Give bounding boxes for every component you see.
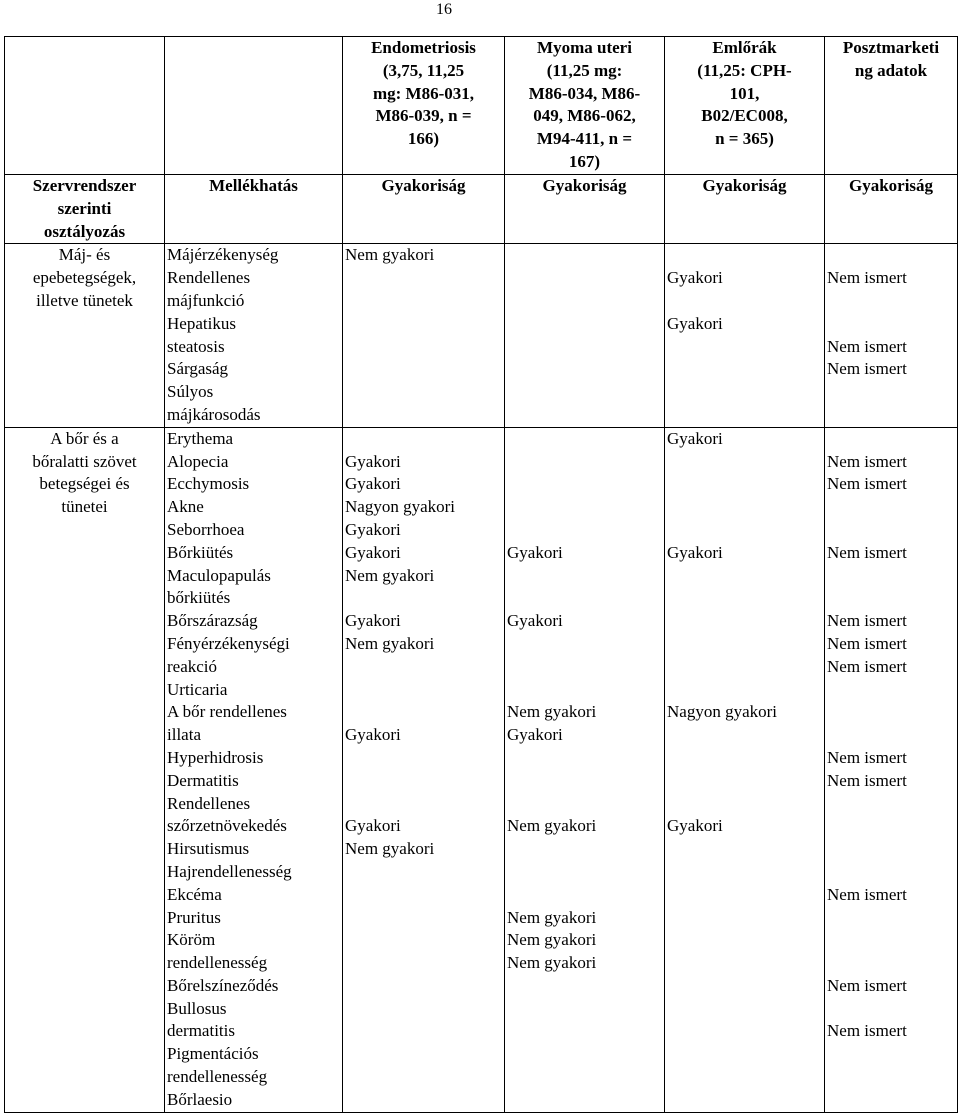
cell-line: n = 365): [715, 129, 774, 149]
cell-line: [667, 1066, 822, 1089]
cell-line: [345, 975, 502, 998]
cell-line: A bőr és a: [50, 428, 119, 448]
cell-line: Nem gyakori: [507, 702, 597, 722]
cell-line: [667, 633, 822, 656]
cell-line: Májérzékenység: [167, 245, 279, 265]
cell-line: [827, 907, 955, 930]
liver-disorders-row: [5, 244, 958, 427]
skin-myoma-freq: [505, 427, 665, 1112]
cell-line: [667, 496, 822, 519]
cell-line: [827, 679, 955, 702]
cell-line: [667, 656, 822, 679]
cell-line: Alopecia: [167, 451, 229, 471]
cell-line: [507, 747, 662, 770]
cell-line: Bőrkiütés: [167, 542, 234, 562]
cell-line: [827, 381, 955, 404]
cell-line: Nem ismert: [827, 975, 907, 995]
cell-line: [345, 929, 502, 952]
cell-line: [345, 998, 502, 1021]
skin-postmarketing-freq: [825, 427, 958, 1112]
cell-line: Gyakori: [507, 611, 563, 631]
cell-line: [667, 861, 822, 884]
cell-line: Dermatitis: [167, 770, 239, 790]
cell-line: [667, 358, 822, 381]
cell-line: bőralatti szövet: [32, 451, 137, 471]
cell-line: Fényérzékenységi: [167, 633, 290, 653]
cell-line: Nem ismert: [827, 1021, 907, 1041]
cell-line: epebetegségek,: [32, 268, 137, 288]
cell-line: [827, 1089, 955, 1112]
cell-line: Nem gyakori: [345, 839, 435, 859]
cell-line: [507, 679, 662, 702]
cell-line: [507, 358, 662, 381]
cell-line: [507, 1043, 662, 1066]
cell-line: [507, 519, 662, 542]
cell-line: Pigmentációs: [167, 1044, 259, 1064]
cell-line: Nem gyakori: [507, 953, 597, 973]
cell-line: Nem gyakori: [345, 245, 435, 265]
cell-line: [507, 313, 662, 336]
cell-line: [507, 1066, 662, 1089]
cell-line: [345, 428, 502, 451]
cell-line: Nem ismert: [827, 474, 907, 494]
cell-line: [667, 679, 822, 702]
cell-line: [827, 290, 955, 313]
cell-line: [667, 884, 822, 907]
cell-line: [345, 952, 502, 975]
cell-line: [667, 724, 822, 747]
cell-line: Gyakori: [667, 428, 723, 448]
cell-line: [507, 244, 662, 267]
cell-line: [827, 496, 955, 519]
cell-line: M86-034, M86-: [528, 83, 641, 103]
cell-line: Gyakori: [667, 268, 723, 288]
cell-line: Nem ismert: [827, 268, 907, 288]
cell-line: Bőrelszíneződés: [167, 975, 279, 995]
cell-line: osztályozás: [43, 221, 126, 241]
cell-line: [827, 815, 955, 838]
cell-line: [667, 1043, 822, 1066]
cell-line: Myoma uteri: [537, 38, 632, 57]
cell-line: Máj- és: [58, 245, 111, 265]
adverse-effects-table: [4, 36, 958, 1113]
liver-endometriosis-freq: [343, 244, 505, 427]
cell-line: betegségei és: [39, 474, 130, 494]
cell-line: Gyakori: [507, 725, 563, 745]
cell-line: szerinti: [57, 198, 112, 218]
cell-line: [827, 929, 955, 952]
cell-line: [507, 861, 662, 884]
cell-line: [667, 998, 822, 1021]
cell-line: Nem gyakori: [507, 816, 597, 836]
header-adverse-effect: Mellékhatás: [165, 175, 343, 244]
header-breast-cancer: [665, 37, 825, 175]
cell-line: Gyakori: [667, 542, 723, 562]
study-header-row: [5, 37, 958, 175]
cell-line: Erythema: [167, 428, 234, 448]
cell-line: [345, 1089, 502, 1112]
cell-line: szőrzetnövekedés: [167, 816, 287, 836]
cell-line: Endometriosis: [371, 38, 476, 57]
cell-line: [507, 884, 662, 907]
cell-line: [345, 861, 502, 884]
cell-line: bőrkiütés: [167, 588, 231, 608]
cell-line: Súlyos: [167, 382, 214, 402]
cell-line: [507, 1089, 662, 1112]
cell-line: [345, 290, 502, 313]
cell-line: Rendellenes: [167, 268, 251, 288]
cell-line: Posztmarketi: [842, 38, 940, 57]
cell-line: Bullosus: [167, 998, 227, 1018]
cell-line: [345, 747, 502, 770]
cell-line: [507, 267, 662, 290]
cell-line: B02/EC008,: [701, 106, 788, 126]
cell-line: Maculopapulás: [167, 565, 271, 585]
cell-line: [667, 793, 822, 816]
cell-line: [507, 404, 662, 427]
cell-line: Bőrlaesio: [167, 1089, 233, 1109]
cell-line: (3,75, 11,25: [382, 60, 465, 80]
cell-line: [345, 358, 502, 381]
cell-line: [827, 519, 955, 542]
cell-line: mg: M86-031,: [372, 83, 475, 103]
cell-line: illetve tünetek: [36, 290, 133, 310]
cell-line: illata: [167, 725, 201, 745]
cell-line: [827, 565, 955, 588]
cell-line: [667, 952, 822, 975]
cell-line: reakció: [167, 656, 218, 676]
cell-line: [827, 793, 955, 816]
header-postmarketing: [825, 37, 958, 175]
cell-line: [827, 1043, 955, 1066]
cell-line: [345, 656, 502, 679]
cell-line: Köröm: [167, 930, 216, 950]
cell-line: (11,25 mg:: [546, 60, 623, 80]
cell-line: [667, 290, 822, 313]
header-endometriosis: [343, 37, 505, 175]
cell-line: [345, 313, 502, 336]
header-frequency: Gyakoriság: [505, 175, 665, 244]
cell-line: Nem ismert: [827, 884, 907, 904]
cell-line: Szervrendszer: [32, 176, 137, 195]
cell-line: [667, 610, 822, 633]
cell-line: M86-039, n =: [375, 106, 472, 126]
cell-line: dermatitis: [167, 1021, 235, 1041]
cell-line: Hepatikus: [167, 313, 236, 333]
liver-myoma-freq: [505, 244, 665, 427]
cell-line: [827, 724, 955, 747]
cell-line: Gyakori: [667, 313, 723, 333]
cell-line: Bőrszárazság: [167, 611, 258, 631]
cell-line: [345, 770, 502, 793]
cell-line: Nem gyakori: [507, 907, 597, 927]
cell-line: [507, 838, 662, 861]
cell-line: [667, 1089, 822, 1112]
cell-line: [345, 701, 502, 724]
cell-line: [667, 565, 822, 588]
cell-line: [667, 381, 822, 404]
cell-line: Nagyon gyakori: [667, 702, 778, 722]
cell-line: M94-411, n =: [536, 129, 633, 149]
cell-line: 167): [568, 151, 601, 171]
header-frequency: Gyakoriság: [665, 175, 825, 244]
cell-line: [345, 336, 502, 359]
cell-line: [827, 404, 955, 427]
cell-line: Nem gyakori: [345, 565, 435, 585]
liver-postmarketing-freq: [825, 244, 958, 427]
cell-line: Nem ismert: [827, 770, 907, 790]
cell-line: Nem ismert: [827, 611, 907, 631]
cell-line: Rendellenes: [167, 793, 251, 813]
cell-line: Gyakori: [345, 725, 401, 745]
liver-breast-freq: [665, 244, 825, 427]
cell-line: Akne: [167, 497, 204, 517]
cell-line: [507, 451, 662, 474]
cell-line: [827, 1066, 955, 1089]
cell-line: [345, 884, 502, 907]
cell-line: [345, 793, 502, 816]
cell-line: tünetei: [61, 497, 108, 517]
cell-line: [667, 838, 822, 861]
cell-line: Gyakori: [667, 816, 723, 836]
cell-line: Gyakori: [345, 816, 401, 836]
cell-line: Urticaria: [167, 679, 228, 699]
cell-line: [345, 404, 502, 427]
cell-line: Ecchymosis: [167, 474, 250, 494]
skin-disorders-row: [5, 427, 958, 1112]
cell-line: Gyakori: [345, 611, 401, 631]
cell-line: [507, 428, 662, 451]
cell-line: [827, 952, 955, 975]
cell-line: [507, 565, 662, 588]
cell-line: [345, 381, 502, 404]
cell-line: [827, 701, 955, 724]
cell-line: [507, 633, 662, 656]
header-soc: [5, 175, 165, 244]
cell-line: rendellenesség: [167, 1067, 268, 1087]
cell-line: [667, 244, 822, 267]
soc-skin: [5, 427, 165, 1112]
cell-line: [667, 451, 822, 474]
cell-line: [507, 975, 662, 998]
cell-line: [507, 336, 662, 359]
cell-line: [667, 473, 822, 496]
cell-line: [507, 290, 662, 313]
cell-line: [667, 747, 822, 770]
cell-line: [667, 404, 822, 427]
cell-line: 101,: [729, 83, 760, 103]
cell-line: Nem gyakori: [345, 633, 435, 653]
cell-line: Ekcéma: [167, 884, 222, 904]
cell-line: [827, 838, 955, 861]
cell-line: [667, 929, 822, 952]
cell-line: [345, 907, 502, 930]
cell-line: [507, 381, 662, 404]
cell-line: 049, M86-062,: [533, 106, 636, 126]
cell-line: [507, 998, 662, 1021]
cell-line: Nem ismert: [827, 336, 907, 356]
soc-liver: [5, 244, 165, 427]
cell-line: Gyakori: [345, 542, 401, 562]
header-myoma: [505, 37, 665, 175]
cell-line: Gyakori: [345, 451, 401, 471]
cell-line: [345, 1043, 502, 1066]
cell-line: [507, 793, 662, 816]
cell-line: Gyakori: [507, 542, 563, 562]
cell-line: [827, 998, 955, 1021]
cell-line: [667, 770, 822, 793]
cell-line: [507, 656, 662, 679]
cell-line: [507, 473, 662, 496]
page-number: 16: [436, 1, 452, 18]
cell-line: Pruritus: [167, 907, 221, 927]
cell-line: [507, 587, 662, 610]
cell-line: rendellenesség: [167, 953, 268, 973]
cell-line: [507, 1020, 662, 1043]
cell-line: Hirsutismus: [167, 839, 250, 859]
cell-line: [345, 267, 502, 290]
cell-line: [667, 1020, 822, 1043]
cell-line: Nem gyakori: [507, 930, 597, 950]
header-empty-cell: [5, 37, 165, 175]
cell-line: [667, 336, 822, 359]
cell-line: Hajrendellenesség: [167, 861, 292, 881]
cell-line: [667, 907, 822, 930]
cell-line: [345, 679, 502, 702]
cell-line: [827, 428, 955, 451]
cell-line: Nem ismert: [827, 656, 907, 676]
cell-line: Sárgaság: [167, 359, 229, 379]
cell-line: májkárosodás: [167, 404, 261, 424]
cell-line: Nem ismert: [827, 359, 907, 379]
cell-line: [345, 587, 502, 610]
cell-line: steatosis: [167, 336, 225, 356]
cell-line: [827, 587, 955, 610]
cell-line: [667, 975, 822, 998]
cell-line: [827, 313, 955, 336]
cell-line: ng adatok: [854, 60, 928, 80]
cell-line: [345, 1020, 502, 1043]
cell-line: [345, 1066, 502, 1089]
cell-line: Nem ismert: [827, 451, 907, 471]
cell-line: Seborrhoea: [167, 519, 245, 539]
header-frequency: Gyakoriság: [343, 175, 505, 244]
skin-endometriosis-freq: [343, 427, 505, 1112]
liver-effects: [165, 244, 343, 427]
header-empty-cell: [165, 37, 343, 175]
cell-line: májfunkció: [167, 290, 245, 310]
cell-line: Gyakori: [345, 519, 401, 539]
cell-line: Nem ismert: [827, 542, 907, 562]
frequency-header-row: [5, 175, 958, 244]
cell-line: [507, 496, 662, 519]
header-frequency: Gyakoriság: [825, 175, 958, 244]
cell-line: 166): [407, 129, 440, 149]
cell-line: (11,25: CPH-: [697, 60, 792, 80]
cell-line: Gyakori: [345, 474, 401, 494]
cell-line: Nem ismert: [827, 747, 907, 767]
cell-line: Emlőrák: [712, 38, 777, 57]
cell-line: [827, 861, 955, 884]
cell-line: [507, 770, 662, 793]
cell-line: Hyperhidrosis: [167, 747, 264, 767]
skin-effects: [165, 427, 343, 1112]
cell-line: Nagyon gyakori: [345, 497, 456, 517]
cell-line: [667, 519, 822, 542]
cell-line: Nem ismert: [827, 633, 907, 653]
cell-line: [827, 244, 955, 267]
cell-line: [667, 587, 822, 610]
cell-line: A bőr rendellenes: [167, 702, 287, 722]
skin-breast-freq: [665, 427, 825, 1112]
